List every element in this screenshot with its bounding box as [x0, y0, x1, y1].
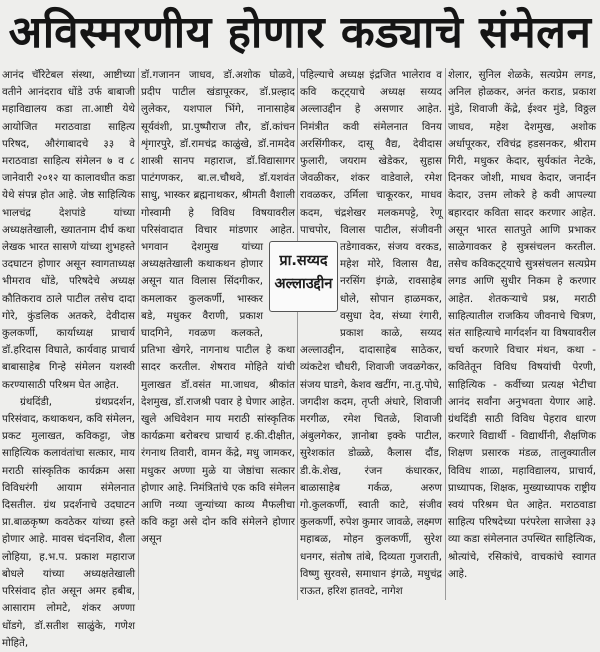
column-divider — [138, 68, 139, 600]
paragraph: डॉ.गजानन जाधव, डॉ.अशोक घोळवे, प्रदीप पाटील खंडापूरकर, डॉ.प्रल्हाद लुलेकर, यशपाल भिंगे, नानासाहेब सूर्यवंशी, प्रा.पुष्पौराज तौर, डॉ.कांचन शृंगारपुरे, डॉ.रामचंद्र काळुंखे, डॉ.नामदेव शास्त्री सानप महाराज, डॉ.विद्यासागर पाटंगणकर, बा.ल.चौथवे, डॉ.यशवंत साधु, भास्कर ब्रह्मनाथकर, श्रीमती वैशाली गोस्वामी हे विविध विषयावरील परिसंवादात विचार मांडणार आहेत. भगवान देशमुख यांच्या अध्यक्षतेखाली कथाकथन होणार असून यात विलास सिंदगीकर, कमलाकर कुलकर्णी, भास्कर बडे, मधुकर वैराणी, प्रकाश घादगिने, गवळण कलकते, प्रतिभा खेगरे, नागनाथ पाटील हे कथा सादर करतील. शेषराव मोहिते यांची मुलाखत डॉ.वसंत मा.जाधव, श्रीकांत देशमुख, डॉ.राजश्री पवार हे घेणार आहेत. खुले अधिवेशन माय मराठी सांस्कृतिक कार्यक्रमा बरोबरच प्राचार्य ह.की.दीक्षीत, रंगनाथ तिवारी, वामन केंद्रे, मधु जामकर, मधुकर अण्णा मुळे या जेष्ठांचा सत्कार होणार आहे. निमंत्रितांचे एक कवि संमेलन आणि नव्या जुन्यांच्या काव्य मैफलीचा कवि कट्टा असे दोन कवि संमेलने होणार असून — [141, 69, 295, 546]
author-byline-box — [269, 241, 338, 312]
author-name: अल्लाउद्दीन — [274, 276, 333, 292]
article-column-4 — [448, 67, 596, 600]
author-title: प्रा.सय्यद — [279, 253, 328, 269]
paragraph: पहिल्याचे अध्यक्ष इंद्रजित भालेराव व कवि कट्ट्याचे अध्यक्ष सय्यद अल्लाउद्दीन हे असणार आहेत. निमंत्रीत कवी संमेलनात विनय अरसिंगीकर, दासू वैद्य, देवीदास फुलारी, जयराम खेडेकर, सुहास जेवळीकर, शंकर वाडेवाले, रमेश रावळकर, उर्मिला चाकूरकर, माधव कदम, चंद्रशेखर मलकमपट्टे, रेणू पाचपोर, विलास पाटील, संजीवनी तडेगावकर, संजय वरकड, महेश मोरे, विलास वैद्य, नरसिंग इंगळे, रावसाहेब धोले, सोपान हाळमकर, वसुधा देव, संध्या रंगारी, प्रकाश काळे, सय्यद अल्लाउद्दीन, दादासाहेब साठेकर, व्यंकटेश चौधरी, शिवाजी जवळगेकर, संजय घाडगे, केशव खटींग, ना.तु.पोघे, जगदीश कदम, तृप्ती अंधारे, शिवाजी मरगीळ, रमेश चितळे, शिवाजी अंबुलगेकर, ज्ञानोबा इक्के पाटील, सुरेशकांत डोळ्ळे, कैलास दौंड, डी.के.शेख, रंजन कंधारकर, बाळासाहेब गर्कळ, अरुण गो.कुलकर्णी, स्वाती काटे, संजीव कुलकर्णी, रुपेश कुमार जावळे, लक्ष्मण महाबळ, मोहन कुलकर्णी, सुरेश धनगर, संतोष तांबे, दिव्यता गुजराती, विष्णु सुरवसे, समाधान इंगळे, मधुचंद्र राऊत, हरिश हातवटे, नागेश — [300, 69, 442, 598]
paragraph: ग्रंथदिंडी, ग्रंथप्रदर्शन, परिसंवाद, कथाकथन, कवि संमेलन, प्रकट मुलाखत, कविकट्टा, जेष्ठ साहित्यिक कलावंतांचा सत्कार, माय मराठी सांस्कृतिक कार्यक्रम असा विविधरंगी आयाम संमेलनात दिसतील. ग्रंथ प्रदर्शनाचे उदघाटन प्रा.बाळकृष्ण कवठेकर यांच्या हस्ते होणार आहे. मावस चंदनशिव, शैला लोहिया, ह.भ.प. प्रकाश महाराज बोधले यांच्या अध्यक्षतेखाली परिसंवाद होत असून अमर हबीब, आसाराम लोमटे, शंकर अण्णा धोंडगे, डॉ.सतीश साळुंके, गणेश मोहिते, — [2, 395, 135, 649]
article-column-1 — [2, 67, 135, 649]
paragraph: शेलार, सुनिल शेळके, सत्यप्रेम लगड, अनिल होळकर, अनंत कराड, प्रकाश मुंडे, शिवाजी केंद्रे, ईश्वर मुंडे, विठ्ठल जाधव, महेश देशमुख, अशोक अर्धापूरकर, रविचंद्र हडसनकर, श्रीराम गिरी, मधुकर केदार, सुर्यकांत नेटके, दिनकर जोशी, माधव केदार, जनार्दन केदार, उत्तम लोकरे हे कवी आपल्या बहारदार कविता सादर करणार आहेत. असून भारत सातपुते आणि प्रभाकर साळेगावकर हे सुत्रसंचलन करतील. तसेच कविकट्ट्याचे सुत्रसंचलन सत्यप्रेम लगड आणि सुधीर निकम हे करणार आहेत. शेतकऱ्याचे प्रश्न, मराठी साहित्यातील राजकिय जीवनाचे चित्रण, संत साहित्याचे मार्गदर्शन या विषयावरील चर्चा करणारे विचार मंथन, कथा - कवितेतून विविध विषयांची पेरणी, साहित्यिक - कर्वीच्या प्रत्यक्ष भेटीचा आनंद सर्वांना अनुभवता येणार आहे. ग्रंथदिंडी साठी विविध पेहराव धारण करणारे विद्यार्थी - विद्यार्थीनी, शैक्षणिक शिक्षण प्रसारक मंडळ, तालुक्यातील विविध शाळा, महाविद्यालय, प्राचार्य, प्राध्यापक, शिक्षक, मुख्याध्यापक राष्ट्रीय स्वयं परिश्रम घेत आहेत. मराठवाडा साहित्य परिषदेच्या परंपरेला साजेसा ३३ व्या कडा संमेलनात उपस्थित साहित्यिक, श्रोत्यांचे, रसिकांचे, वाचकांचे स्वागत आहे. — [448, 69, 596, 580]
column-divider — [445, 68, 446, 600]
article-column-3 — [300, 67, 442, 600]
headline: अविस्मरणीय होणार कड्याचे संमेलन — [8, 7, 592, 58]
paragraph: आनंद चॅरिटेबल संस्था, आष्टीच्या वतीने आनंदराव धोंडे उर्फ बाबाजी महाविद्यालय कडा ता.आष्टी येथे आयोजित मराठवाडा साहित्य परिषद, औरंगाबादचे ३३ वे मराठवाडा साहित्य संमेलन ७ व ८ जानेवारी २०१२ या कालावधीत कडा येथे संपन्न होत आहे. जेष्ठ साहित्यिक भालचंद्र देशपांडे यांच्या अध्यक्षतेखाली, ख्यातनाम दीर्घ कथा लेखक भारत सासणे यांच्या शुभहस्ते उदघाटन होणार असून स्वागताध्यक्ष भीमराव धोंडे, परिषदेचे अध्यक्ष कौतिकराव ठाले पाटील तसेच दादा गोरे, कुंडलिक अतकरे, देवीदास कुलकर्णी, कार्याध्यक्ष प्राचार्य डॉ.हरिदास विघाते, कार्यवाह प्राचार्य बाबासाहेब गिन्हे संमेलन यशस्वी करण्यासाठी परिश्रम घेत आहेत. — [2, 69, 135, 391]
article-column-2 — [141, 67, 295, 600]
column-divider — [297, 68, 298, 600]
